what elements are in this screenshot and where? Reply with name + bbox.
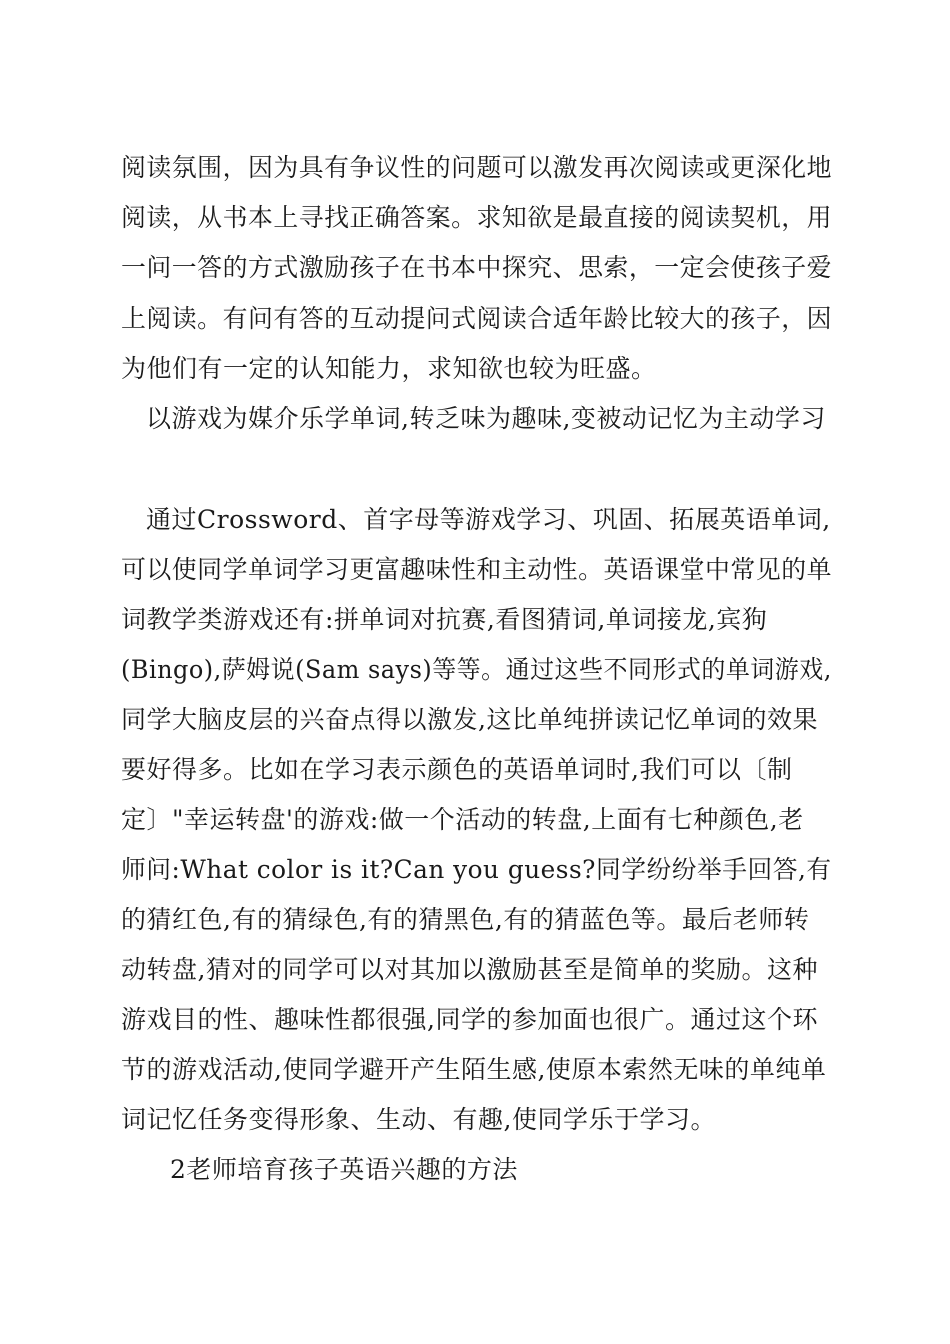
paragraph-line: 同学大脑皮层的兴奋点得以激发,这比单纯拼读记忆单词的效果 — [121, 705, 818, 734]
paragraph-line: 词记忆任务变得形象、生动、有趣,使同学乐于学习。 — [121, 1105, 716, 1134]
paragraph-line: 为他们有一定的认知能力，求知欲也较为旺盛。 — [121, 354, 657, 383]
paragraph-line: 定〕"幸运转盘'的游戏:做一个活动的转盘,上面有七种颜色,老 — [121, 805, 804, 834]
paragraph-line: 节的游戏活动,使同学避开产生陌生感,使原本索然无味的单纯单 — [121, 1055, 827, 1084]
section-heading: 2老师培育孩子英语兴趣的方法 — [170, 1155, 518, 1184]
section-heading: 以游戏为媒介乐学单词,转乏味为趣味,变被动记忆为主动学习 — [146, 404, 826, 433]
paragraph-line: 通过Crossword、首字母等游戏学习、巩固、拓展英语单词, — [146, 505, 831, 534]
paragraph-line: 要好得多。比如在学习表示颜色的英语单词时,我们可以〔制 — [121, 755, 793, 784]
paragraph-line: 阅读氛围，因为具有争议性的问题可以激发再次阅读或更深化地 — [121, 153, 833, 182]
paragraph-line: 师问:What color is it?Can you guess?同学纷纷举手回答,有 — [121, 855, 832, 884]
paragraph-line: 词教学类游戏还有:拼单词对抗赛,看图猜词,单词接龙,宾狗 — [121, 605, 768, 634]
paragraph-line: 阅读，从书本上寻找正确答案。求知欲是最直接的阅读契机，用 — [121, 203, 833, 232]
paragraph-line: 游戏目的性、趣味性都很强,同学的参加面也很广。通过这个环 — [121, 1005, 818, 1034]
paragraph-line: 上阅读。有问有答的互动提问式阅读合适年龄比较大的孩子，因 — [121, 304, 833, 333]
paragraph-line: (Bingo),萨姆说(Sam says)等等。通过这些不同形式的单词游戏, — [121, 655, 832, 684]
paragraph-line: 一问一答的方式激励孩子在书本中探究、思索，一定会使孩子爱 — [121, 253, 833, 282]
paragraph-line: 的猜红色,有的猜绿色,有的猜黑色,有的猜蓝色等。最后老师转 — [121, 905, 810, 934]
paragraph-line: 可以使同学单词学习更富趣味性和主动性。英语课堂中常见的单 — [121, 555, 833, 584]
paragraph-line: 动转盘,猜对的同学可以对其加以激励甚至是简单的奖励。这种 — [121, 955, 818, 984]
